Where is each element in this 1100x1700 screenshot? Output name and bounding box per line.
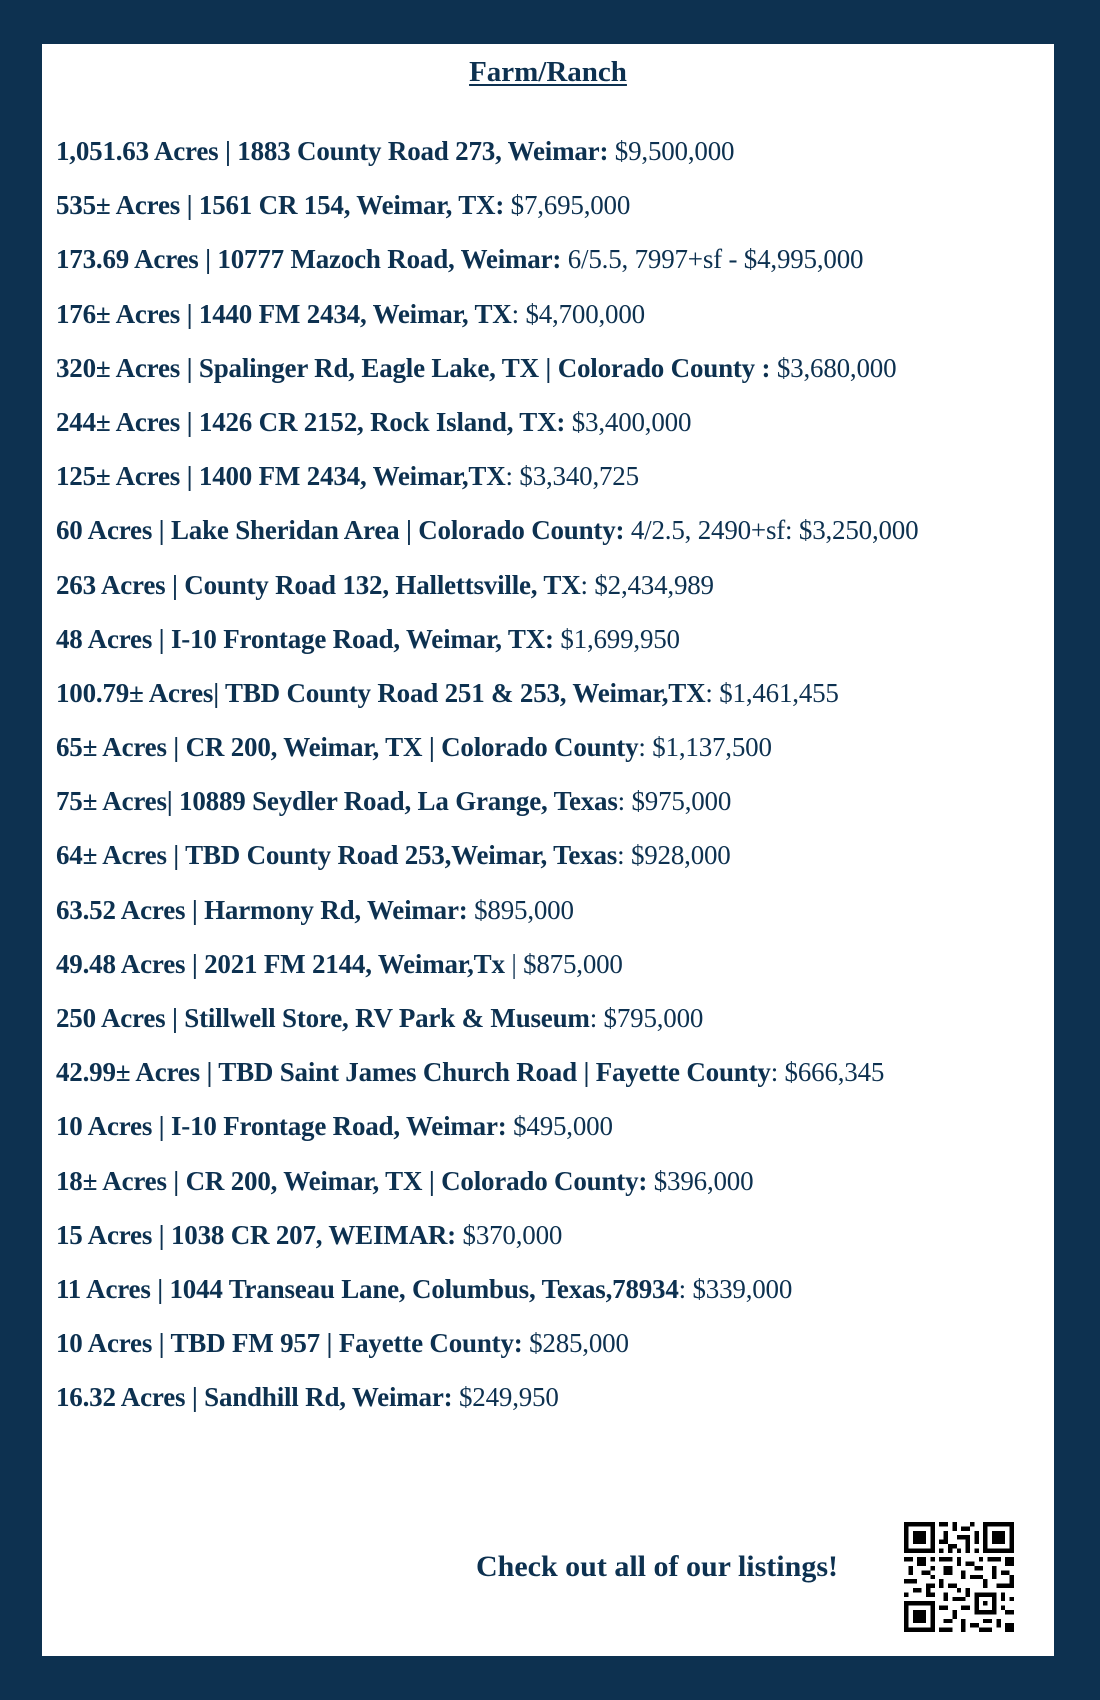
listing-price: $1,699,950 [553,623,680,654]
listing-description: 173.69 Acres | 10777 Mazoch Road, Weimar: [56,244,562,275]
listing-description: 15 Acres | 1038 CR 207, WEIMAR: [56,1219,456,1250]
listing-description: 176± Acres | 1440 FM 2434, Weimar, TX [56,298,512,329]
listing-item [56,991,918,1045]
listing-item [56,232,918,286]
listing-item [56,720,918,774]
listing-item [56,828,918,882]
listing-item [56,449,918,503]
listing-item [56,503,918,557]
listing-price: $249,950 [452,1382,559,1413]
listing-item [56,1208,918,1262]
listing-price: : $339,000 [678,1273,793,1304]
listing-item [56,341,918,395]
listing-price: : $795,000 [589,1003,704,1033]
listing-description: 16.32 Acres | Sandhill Rd, Weimar: [56,1382,453,1413]
listing-price: : $4,700,000 [511,298,645,329]
listing-description: 244± Acres | 1426 CR 2152, Rock Island, TX: [56,406,566,437]
listing-price: : $2,434,989 [580,569,714,600]
listing-description: 320± Acres | Spalinger Rd, Eagle Lake, TX | Colorado County : [56,352,771,383]
listing-price: : $928,000 [617,840,731,871]
listing-item [56,395,918,449]
listing-price: : $1,461,455 [705,677,839,708]
listing-item [56,558,918,612]
listing-item [56,1154,918,1208]
listing-description: 125± Acres | 1400 FM 2434, Weimar,TX [56,461,506,492]
listing-item [56,1316,918,1370]
listing-description: 10 Acres | I-10 Frontage Road, Weimar: [56,1111,507,1142]
listing-list [56,124,918,1425]
listing-description: 75± Acres| 10889 Seydler Road, La Grange, Texas [56,786,618,817]
listing-price: $495,000 [506,1111,613,1142]
listing-item [56,937,918,991]
listing-item [56,612,918,666]
listing-item [56,666,918,720]
listing-description: 48 Acres | I-10 Frontage Road, Weimar, TX: [56,623,554,654]
listing-price: : $666,345 [770,1057,885,1088]
listing-price: 6/5.5, 7997+sf - $4,995,000 [561,244,864,275]
listing-price: | $875,000 [504,948,623,979]
listing-price: $7,695,000 [504,190,631,221]
listing-price: : $3,340,725 [505,461,639,492]
listing-price: : $975,000 [617,786,732,817]
listing-description: 42.99± Acres | TBD Saint James Church Road | Fayette County [56,1057,771,1088]
listing-item [56,774,918,828]
listing-description: 1,051.63 Acres | 1883 County Road 273, Weimar: [56,136,609,166]
listing-description: 64± Acres | TBD County Road 253,Weimar, Texas [56,840,618,871]
listing-description: 18± Acres | CR 200, Weimar, TX | Colorado County: [56,1165,648,1196]
listing-description: 63.52 Acres | Harmony Rd, Weimar: [56,894,468,925]
listing-price: $895,000 [467,894,574,925]
listing-description: 49.48 Acres | 2021 FM 2144, Weimar,Tx [56,948,505,979]
listing-item [56,1045,918,1099]
listing-price: 4/2.5, 2490+sf: $3,250,000 [624,515,919,546]
listing-description: 10 Acres | TBD FM 957 | Fayette County: [56,1328,523,1359]
listing-price: $9,500,000 [608,136,735,166]
listing-card [42,44,1054,1656]
listing-item [56,1370,918,1424]
listing-description: 100.79± Acres| TBD County Road 251 & 253, Weimar,TX [56,677,706,708]
listing-item [56,178,918,232]
listing-price: $3,680,000 [770,352,897,383]
listing-description: 65± Acres | CR 200, Weimar, TX | Colorado County [56,732,639,763]
qr-code-icon[interactable] [904,1522,1014,1632]
listing-description: 250 Acres | Stillwell Store, RV Park & Museum [56,1003,590,1033]
listing-price: $3,400,000 [565,406,692,437]
listing-price: $370,000 [455,1219,563,1250]
listing-item [56,1262,918,1316]
listing-price: : $1,137,500 [638,732,772,763]
listing-price: $285,000 [522,1328,629,1359]
listing-item [56,287,918,341]
listing-item [56,124,918,178]
listing-description: 11 Acres | 1044 Transeau Lane, Columbus, Texas,78934 [56,1273,679,1304]
listing-description: 263 Acres | County Road 132, Hallettsville, TX [56,569,581,600]
listings-cta: Check out all of our listings! [476,1550,838,1583]
listing-item [56,1099,918,1153]
listing-description: 535± Acres | 1561 CR 154, Weimar, TX: [56,190,505,221]
listing-description: 60 Acres | Lake Sheridan Area | Colorado County: [56,515,625,546]
listing-item [56,883,918,937]
page-title: Farm/Ranch [469,56,627,88]
listing-price: $396,000 [647,1165,754,1196]
